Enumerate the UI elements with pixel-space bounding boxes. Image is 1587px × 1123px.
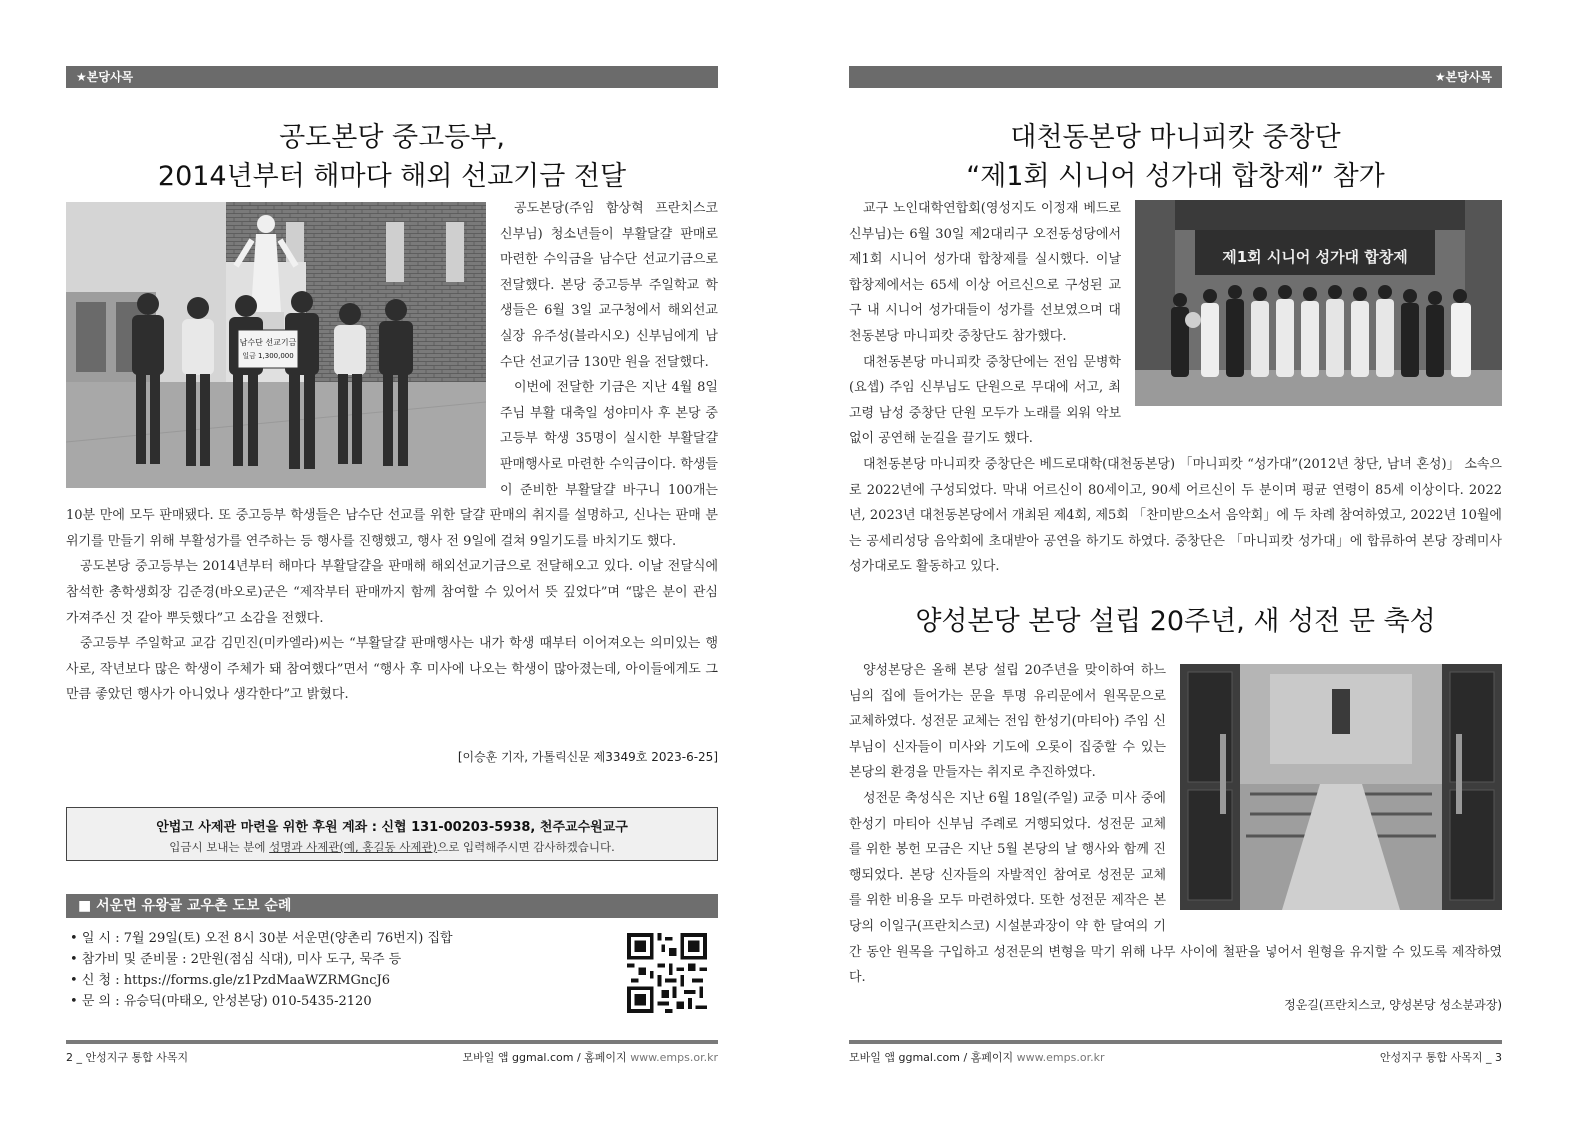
- left-headline-line2: 2014년부터 해마다 해외 선교기금 전달: [157, 161, 627, 192]
- right-footer-app: 모바일 앱 ggmal.com / 홈페이지: [849, 1051, 1017, 1064]
- choir-banner-text: 제1회 시니어 성가대 합창제: [1222, 248, 1408, 266]
- right-section-bar: [849, 66, 1502, 88]
- pilgrimage-info-list: [70, 928, 590, 1012]
- left-article-p4: 중고등부 주일학교 교감 김민진(미카엘라)씨는 “부활달걀 판매행사는 내가 학생 때부터 이어져오는 의미있는 행사로, 작년보다 많은 학생이 주체가 돼 참여했다”면서 “행사 후 미사에 나오는 학생이 많아졌는데, 아이들에게도 그만큼 좋았던 행사가 아니었나 생각한다”고 밝혔다.: [66, 636, 718, 703]
- left-footer-links: [463, 1049, 718, 1065]
- left-footer-app: 모바일 앱 ggmal.com / 홈페이지: [462, 1051, 631, 1064]
- left-article-p1: 공도본당(주임 함상혁 프란치스코 신부님) 청소년들이 부활달걀 판매로 마련한 수익금을 남수단 선교기금으로 전달했다. 본당 중고등부 주일학교 학생들은 6월 3일 교구청에서 해외선교실장 유주성(블라시오) 신부님에게 남수단 선교기금 130만 원을 전달했다.: [500, 201, 718, 370]
- right-footer-links: [849, 1049, 1104, 1065]
- right-footer-line: [849, 1040, 1502, 1044]
- right-headline-line2: “제1회 시니어 성가대 합창제” 참가: [966, 161, 1385, 192]
- right-section-label: ★본당사목: [1434, 70, 1492, 84]
- pilgrimage-item: • 일 시 : 7월 29일(토) 오전 8시 30분 서운면(양촌리 76번지) 집합: [70, 928, 590, 949]
- right-article1-p3: 대천동본당 마니피캇 중창단은 베드로대학(대천동본당) 「마니피캇 “성가대”(2012년 창단, 남녀 혼성)」 소속으로 2022년에 구성되었다. 막내 어르신이 80세이고, 90세 어르신이 두 분이며 평균 연령이 85세 이상이다. 2022년, 2023년 대천동본당에서 개최된 제4회, 제5회 「찬미받으소서 음악회」에 두 차례 참여하였고, 2022년 10월에는 공세리성당 음악회에 초대받아 공연을 하기도 하였다. 중창단은 「마니피캇 성가대」에 합류하여 본당 장례미사 성가대로도 활동하고 있다.: [849, 456, 1502, 575]
- left-headline: [66, 118, 718, 196]
- right-article2-credit: 정운길(프란치스코, 양성본당 성소분과장): [1284, 998, 1502, 1012]
- photo-banner-text2: 일금 1,300,000: [242, 352, 294, 360]
- left-article-p2: 이번에 전달한 기금은 지난 4월 8일 주님 부활 대축일 성야미사 후 본당 중고등부 학생 35명이 실시한 부활달걀 판매행사로 마련한 수익금이다. 학생들이 준비한 부활달걀 바구니 100개는 10분 만에 모두 판매됐다. 또 중고등부 학생들은 남수단 선교를 위한 달걀 판매의 취지를 설명하고, 신나는 판매 분위기를 만들기 위해 부활성가를 연주하는 등 행사를 진행했고, 행사 전 9일에 걸쳐 9일기도를 바치기도 했다.: [66, 380, 718, 549]
- choir-photo: [1135, 200, 1502, 406]
- left-article-body: [66, 196, 718, 708]
- donation-notice-underline: 성명과 사제관(예, 홍길동 사제관): [269, 840, 438, 854]
- right-footer-page: 안성지구 통합 사목지 _ 3: [1379, 1051, 1502, 1064]
- qr-code-icon[interactable]: [627, 933, 707, 1013]
- right-article1-p2: 대천동본당 마니피캇 중창단에는 전임 문병학(요셉) 주임 신부님도 단원으로 무대에 서고, 최고령 남성 중창단 단원 모두가 노래를 외워 악보 없이 공연해 눈길을 끌기도 했다.: [849, 354, 1121, 447]
- right-article2-headline: 양성본당 본당 설립 20주년, 새 성전 문 축성: [915, 606, 1436, 637]
- right-article2-body: [849, 658, 1502, 991]
- students-photo: [66, 202, 486, 488]
- left-section-bar: [66, 66, 718, 88]
- right-footer-homepage-link[interactable]: www.emps.or.kr: [1016, 1051, 1105, 1064]
- donation-notice: [66, 807, 718, 861]
- pilgrimage-form-link[interactable]: 신 청 : https://forms.gle/z1PzdMaaWZRMGncJ6: [81, 973, 391, 988]
- photo-banner-text1: 남수단 선교기금: [239, 338, 297, 347]
- right-headline: [849, 118, 1502, 196]
- donation-notice-line1: 안법고 사제관 마련을 위한 후원 계좌 : 신협 131-00203-5938, 천주교수원교구: [156, 820, 628, 835]
- right-article2-p2: 성전문 축성식은 지난 6월 18일(주일) 교중 미사 중에 한성기 마티아 신부님 주례로 거행되었다. 성전문 교체를 위한 봉헌 모금은 지난 5월 본당의 날 행사와 함께 진행되었다. 본당 신자들의 자발적인 참여로 성전문 교체를 위한 비용을 모두 마련하였다. 또한 성전문 제작은 본당의 이일구(프란치스코) 시설분과장이 약 한 달여의 기간 동안 원목을 구입하고 성전문의 변형을 막기 위해 나무 사이에 철판을 넣어서 원형을 유지할 수 있도록 제작하였다.: [849, 790, 1502, 986]
- pilgrimage-item: [70, 970, 590, 991]
- left-headline-line1: 공도본당 중고등부,: [279, 122, 505, 153]
- pilgrimage-title-bar: [66, 894, 718, 918]
- left-footer-line: [66, 1040, 718, 1044]
- pilgrimage-item: • 문 의 : 유승딕(마태오, 안성본당) 010-5435-2120: [70, 991, 590, 1012]
- donation-notice-line2: [67, 839, 717, 855]
- left-article-p3: 공도본당 중고등부는 2014년부터 해마다 부활달걀을 판매해 해외선교기금으로 전달해오고 있다. 이날 전달식에 참석한 총학생회장 김준경(바오로)군은 “제작부터 판매까지 함께 참여할 수 있어서 뜻 깊었다”며 “많은 분이 관심 가져주신 것 같아 뿌듯했다”고 소감을 전했다.: [66, 559, 718, 626]
- right-headline-line1: 대천동본당 마니피캇 중창단: [1010, 122, 1341, 153]
- pilgrimage-item: • 참가비 및 준비물 : 2만원(점심 식대), 미사 도구, 묵주 등: [70, 949, 590, 970]
- right-article1-body: [849, 196, 1502, 580]
- church-door-photo: [1180, 664, 1502, 910]
- left-footer-page: 2 _ 안성지구 통합 사목지: [66, 1051, 189, 1064]
- left-section-label: ★본당사목: [76, 70, 134, 84]
- donation-notice-post: 으로 입력해주시면 감사하겠습니다.: [437, 840, 615, 854]
- donation-notice-pre: 입금시 보내는 분에: [169, 840, 270, 854]
- right-article2-p1: 양성본당은 올해 본당 설립 20주년을 맞이하여 하느님의 집에 들어가는 문을 투명 유리문에서 원목문으로 교체하였다. 성전문 교체는 전임 한성기(마티아) 주임 신부님이 신자들이 미사와 기도에 오롯이 집중할 수 있는 본당의 환경을 만들자는 취지로 추진하였다.: [849, 663, 1166, 781]
- right-article1-p1: 교구 노인대학연합회(영성지도 이정재 베드로 신부님)는 6월 30일 제2대리구 오전동성당에서 제1회 시니어 성가대 합창제를 실시했다. 이날 합창제에서는 65세 이상 어르신으로 구성된 교구 내 시니어 성가대들이 성가를 선보였으며 대천동본당 마니피캇 중창단도 참가했다.: [849, 201, 1121, 344]
- left-article-credit: [이승훈 기자, 가톨릭신문 제3349호 2023-6-25]: [457, 750, 718, 764]
- left-footer-homepage-link[interactable]: www.emps.or.kr: [630, 1051, 718, 1064]
- pilgrimage-title: ■ 서운면 유왕골 교우촌 도보 순례: [78, 898, 292, 914]
